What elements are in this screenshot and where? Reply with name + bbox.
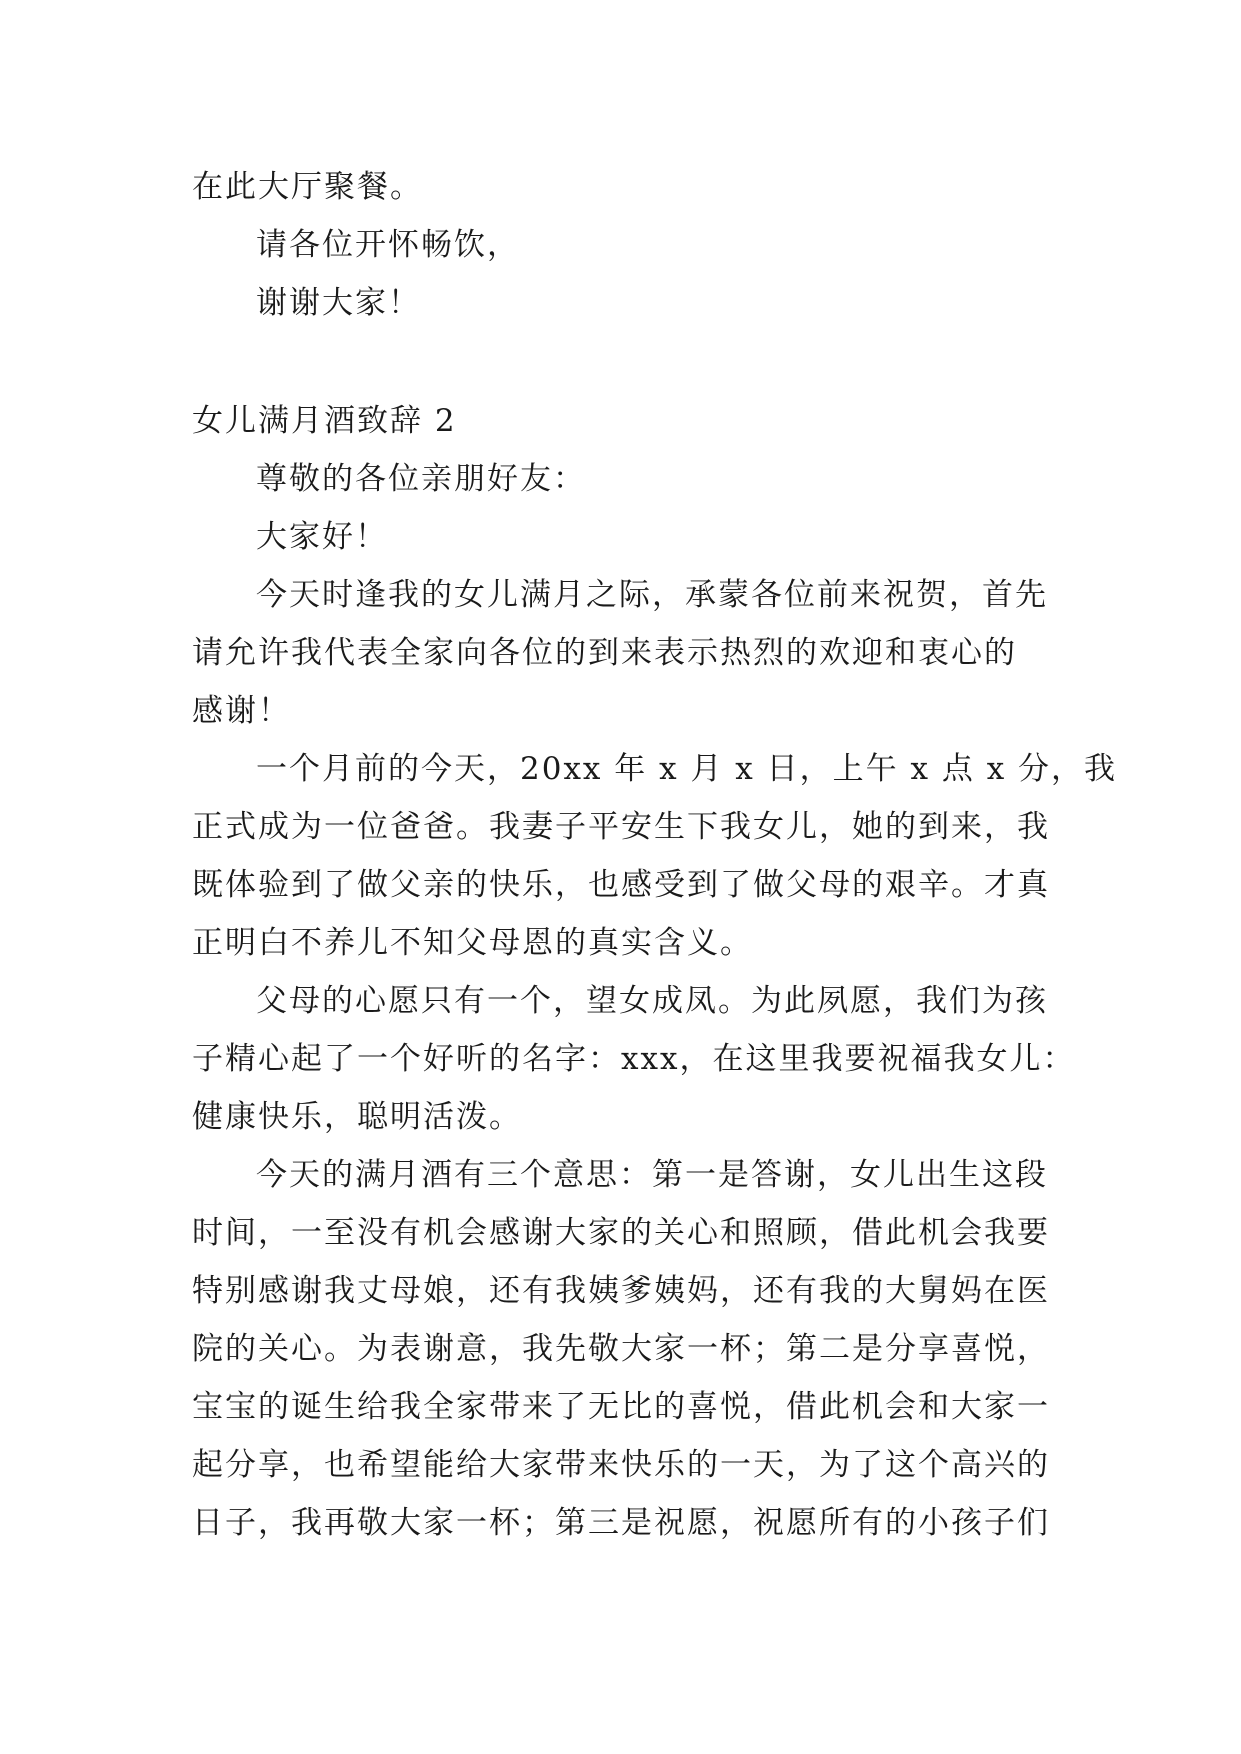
- text-line: 既体验到了做父亲的快乐，也感受到了做父母的艰辛。才真: [192, 867, 1050, 903]
- text-line: 今天的满月酒有三个意思：第一是答谢，女儿出生这段: [256, 1157, 1048, 1193]
- text-line: 一个月前的今天，20xx 年 x 月 x 日，上午 x 点 x 分，我: [256, 751, 1118, 787]
- paragraph-wish: [192, 972, 1076, 1146]
- text-line: 在此大厅聚餐。: [192, 169, 423, 205]
- text-line: 院的关心。为表谢意，我先敬大家一杯；第二是分享喜悦，: [192, 1331, 1050, 1367]
- section-title: 女儿满月酒致辞 2: [192, 403, 457, 439]
- text-line: 父母的心愿只有一个，望女成凤。为此夙愿，我们为孩: [256, 983, 1048, 1019]
- section-spacer: [192, 332, 1052, 392]
- text-line: 日子，我再敬大家一杯；第三是祝愿，祝愿所有的小孩子们: [192, 1505, 1050, 1541]
- text-line: 正式成为一位爸爸。我妻子平安生下我女儿，她的到来，我: [192, 809, 1050, 845]
- text-line: 健康快乐，聪明活泼。: [192, 1099, 522, 1135]
- text-line: 子精心起了一个好听的名字：xxx，在这里我要祝福我女儿：: [192, 1041, 1076, 1077]
- paragraph-three-meanings: [192, 1146, 1052, 1552]
- text-line: 特别感谢我丈母娘，还有我姨爹姨妈，还有我的大舅妈在医: [192, 1273, 1050, 1309]
- text-line: 时间，一至没有机会感谢大家的关心和照顾，借此机会我要: [192, 1215, 1050, 1251]
- text-line: 请各位开怀畅饮，: [256, 227, 520, 263]
- text-line: 感谢！: [192, 693, 291, 729]
- paragraph-birth: [192, 740, 1118, 972]
- greeting-line: 大家好！: [256, 519, 388, 555]
- paragraph-welcome: [192, 566, 1052, 740]
- text-line: 起分享，也希望能给大家带来快乐的一天，为了这个高兴的: [192, 1447, 1050, 1483]
- text-line: 请允许我代表全家向各位的到来表示热烈的欢迎和衷心的: [192, 635, 1017, 671]
- text-line: 正明白不养儿不知父母恩的真实含义。: [192, 925, 753, 961]
- document-body: [192, 158, 1118, 1552]
- text-line: 宝宝的诞生给我全家带来了无比的喜悦，借此机会和大家一: [192, 1389, 1050, 1425]
- section-closing: [192, 158, 1052, 332]
- section-speech-2: [192, 392, 1118, 1552]
- text-line: 谢谢大家！: [256, 285, 421, 321]
- text-line: 今天时逢我的女儿满月之际，承蒙各位前来祝贺，首先: [256, 577, 1048, 613]
- salutation: 尊敬的各位亲朋好友：: [256, 461, 586, 497]
